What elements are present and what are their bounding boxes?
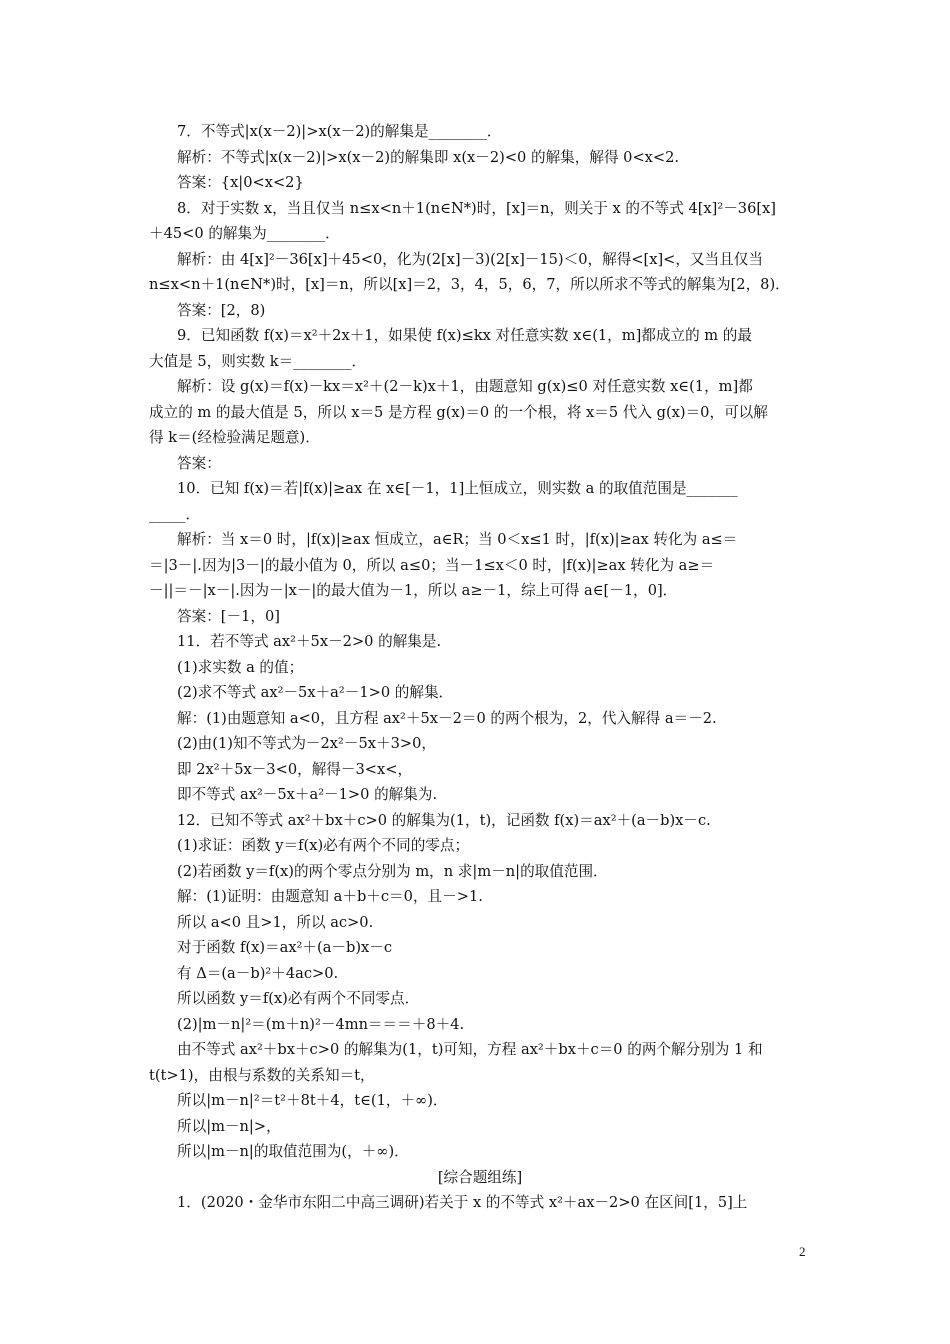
text-line: 成立的 m 的最大值是 5，所以 x＝5 是方程 g(x)＝0 的一个根，将 x＝5 代入 g(x)＝0，可以解 [149, 403, 768, 421]
section-title: [综合题组练] [437, 1168, 523, 1186]
text-line: 即不等式 ax²－5x＋a²－1>0 的解集为. [177, 786, 438, 803]
text-line: 由不等式 ax²＋bx＋c>0 的解集为(1，t)可知，方程 ax²＋bx＋c＝0 的两个解分别为 1 和 [177, 1041, 763, 1058]
text-line: 1．(2020・金华市东阳二中高三调研)若关于 x 的不等式 x²＋ax－2>0 在区间[1，5]上 [177, 1194, 748, 1211]
text-line: (2)由(1)知不等式为－2x²－5x＋3>0， [177, 735, 436, 752]
text-line: ＋45<0 的解集为________． [149, 225, 340, 242]
text-line: 8．对于实数 x，当且仅当 n≤x<n＋1(n∈N*)时，[x]＝n，则关于 x 的不等式 4[x]²－36[x] [177, 199, 776, 217]
text-line: －||＝－|x－|.因为－|x－|的最大值为－1，所以 a≥－1，综上可得 a∈[－1，0]． [149, 582, 678, 599]
text-line: n≤x<n＋1(n∈N*)时，[x]＝n，所以[x]＝2，3，4，5，6，7，所以所求不等式的解集为[2，8)． [149, 276, 790, 293]
text-line: 9．已知函数 f(x)＝x²＋2x＋1，如果使 f(x)≤kx 对任意实数 x∈(1，m]都成立的 m 的最 [177, 327, 752, 344]
text-line: (1)求证：函数 y＝f(x)必有两个不同的零点； [177, 837, 470, 854]
text-line: 对于函数 f(x)＝ax²＋(a－b)x－c [177, 939, 393, 956]
page-number: 2 [799, 1244, 806, 1259]
text-line: 解析：当 x＝0 时，|f(x)|≥ax 恒成立，a∈R；当 0＜x≤1 时，|f(x)|≥ax 转化为 a≤＝ [177, 531, 738, 548]
text-line: 所以|m－n|>， [177, 1117, 281, 1135]
text-line: (2)求不等式 ax²－5x＋a²－1>0 的解集． [177, 684, 454, 701]
text-line: 所以函数 y＝f(x)必有两个不同零点． [177, 990, 420, 1007]
text-line: 解析：由 4[x]²－36[x]＋45<0，化为(2[x]－3)(2[x]－15)＜0，解得<[x]<，又当且仅当 [177, 250, 763, 268]
text-line: 所以|m－n|的取值范围为(，＋∞)． [177, 1143, 409, 1160]
text-line: 10．已知 f(x)＝若|f(x)|≥ax 在 x∈[－1，1]上恒成立，则实数 a 的取值范围是_______ [177, 480, 738, 497]
text-line: (2)若函数 y＝f(x)的两个零点分别为 m，n 求|m－n|的取值范围． [177, 862, 608, 880]
text-line: 答案： [177, 454, 221, 472]
page-content [149, 119, 811, 1216]
text-line: 所以|m－n|²＝t²＋8t＋4，t∈(1，＋∞)． [177, 1092, 448, 1109]
text-line: 即 2x²＋5x－3<0，解得－3<x<， [177, 760, 413, 778]
text-line: 解：(1)证明：由题意知 a＋b＋c＝0，且－>1. [177, 888, 483, 905]
text-line: 答案：{x|0<x<2} [177, 174, 304, 191]
text-line: (2)|m－n|²＝(m＋n)²－4mn＝＝＝＋8＋4. [177, 1015, 465, 1033]
text-line: _____． [149, 505, 201, 523]
text-line: 7．不等式|x(x－2)|>x(x－2)的解集是________． [177, 123, 502, 140]
text-line: 解：(1)由题意知 a<0，且方程 ax²＋5x－2＝0 的两个根为，2，代入解得 a＝－2. [177, 709, 717, 727]
text-line: 所以 a<0 且>1，所以 ac>0. [177, 913, 374, 931]
text-line: 解析：不等式|x(x－2)|>x(x－2)的解集即 x(x－2)<0 的解集，解得 0<x<2. [177, 148, 680, 166]
text-line: t(t>1)，由根与系数的关系知＝t， [149, 1066, 375, 1084]
text-line: 答案：[2，8) [177, 301, 266, 319]
text-line: 大值是 5，则实数 k＝________． [149, 352, 367, 370]
text-line: 解析：设 g(x)＝f(x)－kx＝x²＋(2－k)x＋1，由题意知 g(x)≤0 对任意实数 x∈(1，m]都 [177, 378, 753, 395]
text-line: ＝|3－|.因为|3－|的最小值为 0，所以 a≤0；当－1≤x＜0 时，|f(x)|≥ax 转化为 a≥＝ [149, 556, 715, 574]
text-line: 11．若不等式 ax²＋5x－2>0 的解集是. [177, 633, 442, 650]
text-line: 得 k＝(经检验满足题意)． [149, 429, 320, 446]
text-line: 有 Δ＝(a－b)²＋4ac>0. [177, 964, 339, 982]
text-line: 12．已知不等式 ax²＋bx＋c>0 的解集为(1，t)，记函数 f(x)＝ax²＋(a－b)x－c. [177, 811, 711, 829]
text-line: (1)求实数 a 的值； [177, 658, 304, 676]
text-line: 答案：[－1，0] [177, 607, 280, 625]
